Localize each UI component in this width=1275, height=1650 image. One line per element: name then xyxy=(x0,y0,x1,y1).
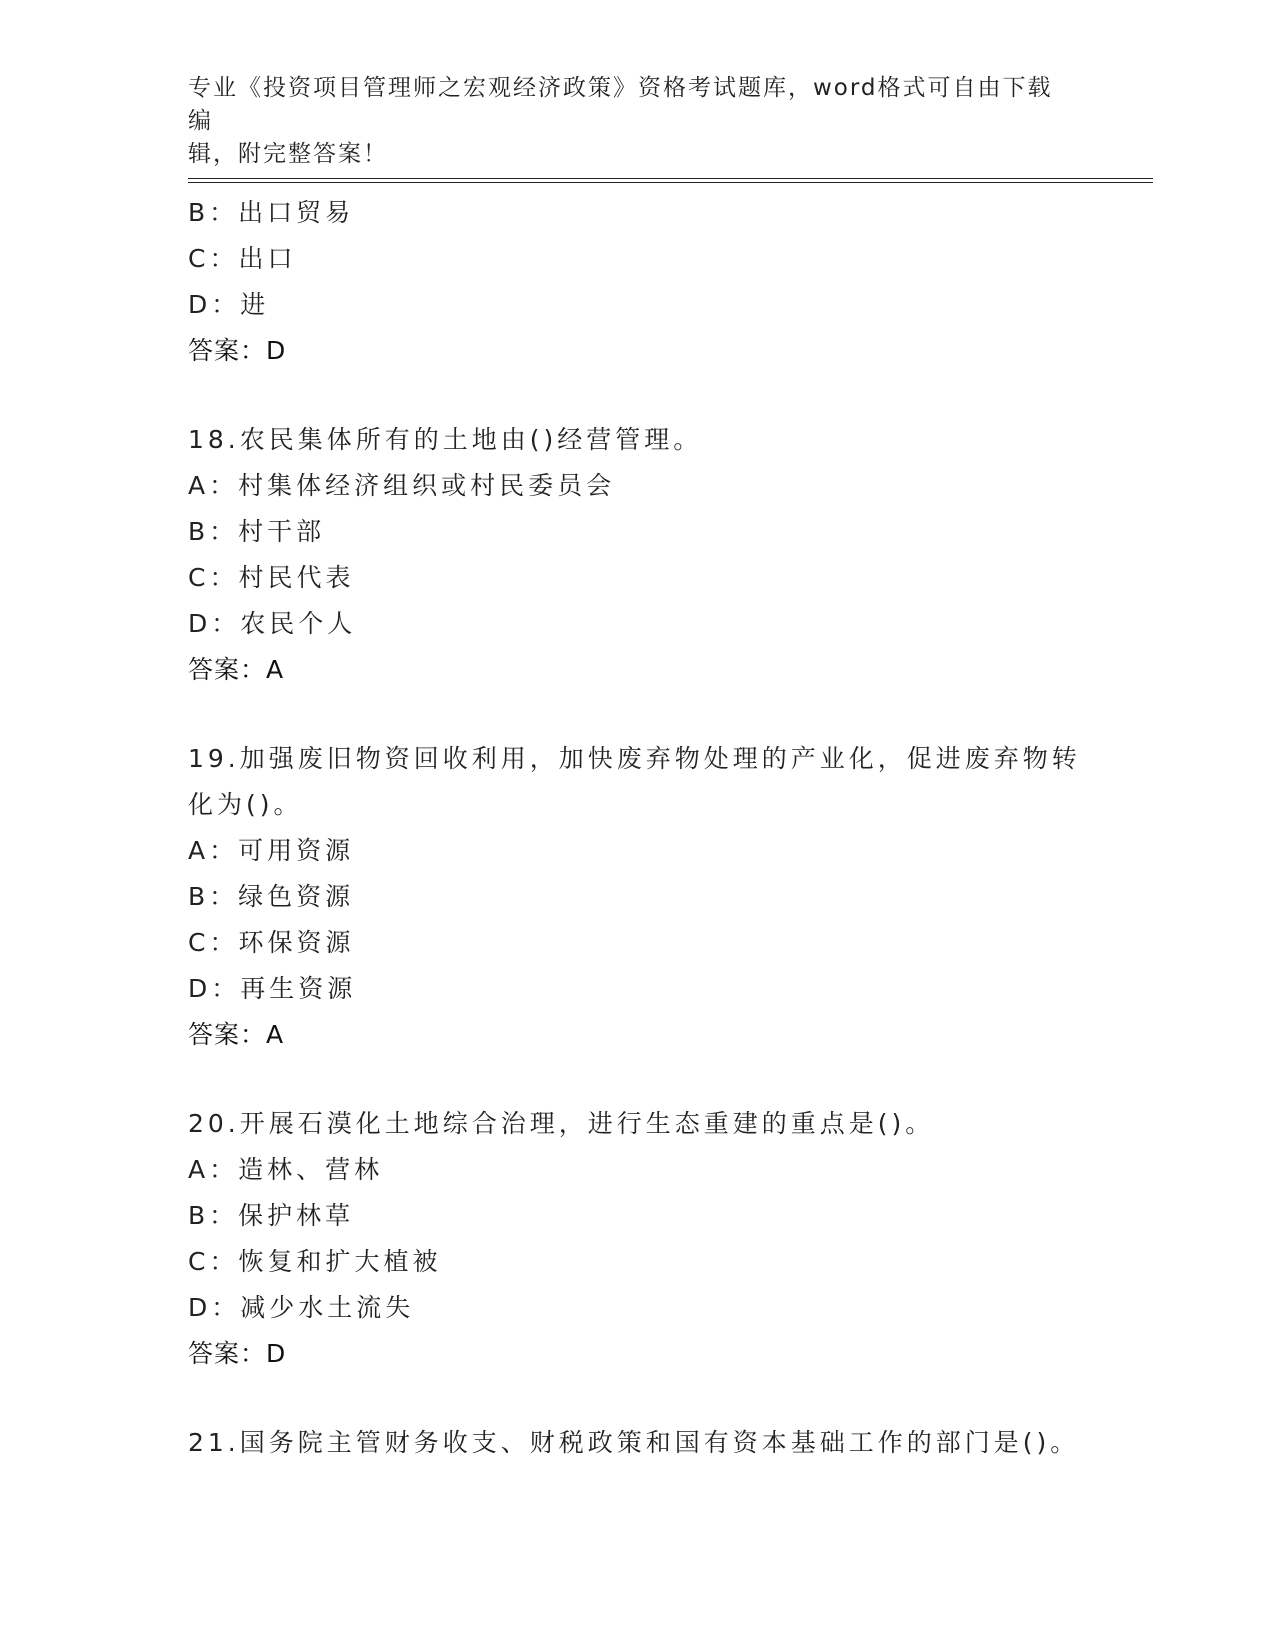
document-body xyxy=(188,190,1148,1466)
question-stem: 18.农民集体所有的土地由()经营管理。 xyxy=(188,425,703,454)
question-stem: 20.开展石漠化土地综合治理，进行生态重建的重点是()。 xyxy=(188,1109,935,1138)
option-c: C：环保资源 xyxy=(188,928,355,957)
option-d: D：进 xyxy=(188,290,270,319)
option-a: A：造林、营林 xyxy=(188,1155,384,1184)
option-d: D：农民个人 xyxy=(188,609,357,638)
answer-line: 答案：D xyxy=(188,336,287,365)
option-c: C：恢复和扩大植被 xyxy=(188,1247,442,1276)
option-b: B：出口贸易 xyxy=(188,198,355,227)
header-line-2: 辑，附完整答案！ xyxy=(188,141,388,167)
option-c: C：村民代表 xyxy=(188,563,355,592)
answer-line: 答案：A xyxy=(188,655,285,684)
question-19 xyxy=(188,736,1148,1058)
answer-line: 答案：A xyxy=(188,1020,285,1049)
header-line-1: 专业《投资项目管理师之宏观经济政策》资格考试题库，word格式可自由下载编 xyxy=(188,75,1053,134)
question-stem-line-1: 19.加强废旧物资回收利用，加快废弃物处理的产业化，促进废弃物转 xyxy=(188,744,1081,773)
header-divider-bottom xyxy=(188,182,1153,183)
document-header xyxy=(188,72,1068,171)
question-21 xyxy=(188,1420,1148,1466)
header-divider-top xyxy=(188,178,1153,179)
option-b: B：村干部 xyxy=(188,517,326,546)
question-stem-line-2: 化为()。 xyxy=(188,790,303,819)
prev-question-block xyxy=(188,190,1148,374)
option-b: B：保护林草 xyxy=(188,1201,355,1230)
option-a: A：可用资源 xyxy=(188,836,355,865)
question-stem: 21.国务院主管财务收支、财税政策和国有资本基础工作的部门是()。 xyxy=(188,1428,1080,1457)
option-d: D：减少水土流失 xyxy=(188,1293,415,1322)
option-a: A：村集体经济组织或村民委员会 xyxy=(188,471,616,500)
option-d: D：再生资源 xyxy=(188,974,357,1003)
option-c: C：出口 xyxy=(188,244,297,273)
option-b: B：绿色资源 xyxy=(188,882,355,911)
answer-line: 答案：D xyxy=(188,1339,287,1368)
question-18 xyxy=(188,417,1148,693)
question-20 xyxy=(188,1101,1148,1377)
